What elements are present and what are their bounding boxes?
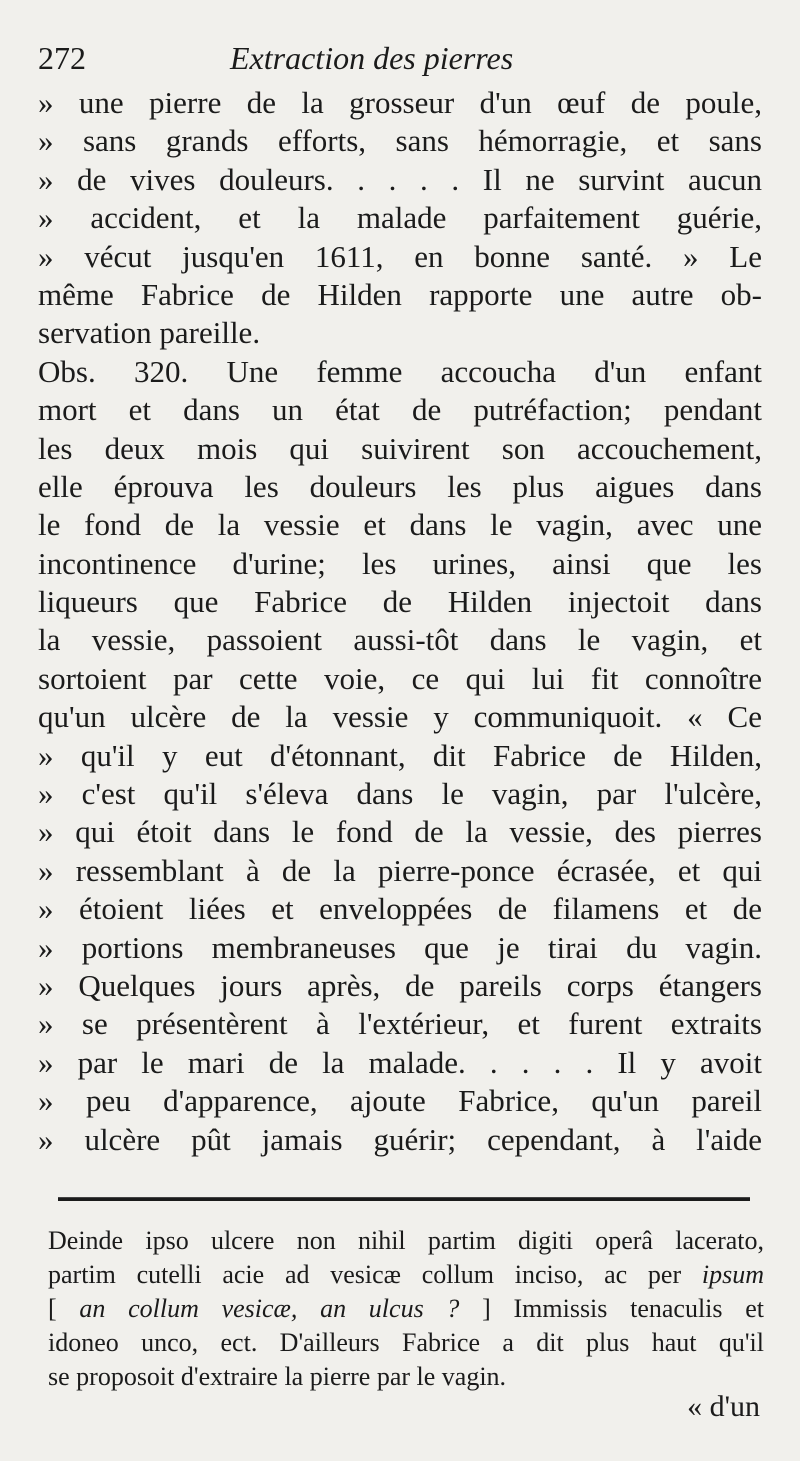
- footnote: [48, 1224, 764, 1394]
- footnote-rule: [58, 1197, 750, 1201]
- text-line: » de vives douleurs. . . . . Il ne survint aucun: [38, 161, 762, 197]
- text-line: » qui étoit dans le fond de la vessie, des pierres: [38, 814, 762, 850]
- text-line: Obs. 320. Une femme accoucha d'un enfant: [38, 353, 762, 389]
- footnote-text: partim cutelli acie ad vesicæ collum inciso, ac per: [48, 1260, 702, 1289]
- text-line: » c'est qu'il s'éleva dans le vagin, par l'ulcère,: [38, 776, 762, 812]
- text-line: » étoient liées et enveloppées de filamens et de: [38, 891, 762, 927]
- text-line: mort et dans un état de putréfaction; pendant: [38, 392, 762, 428]
- text-line: » ressemblant à de la pierre-ponce écrasée, et qui: [38, 852, 762, 888]
- footnote-bracket: [: [48, 1294, 57, 1323]
- footnote-italic: ipsum: [701, 1260, 764, 1289]
- text-line: sortoient par cette voie, ce qui lui fit connoître: [38, 660, 762, 696]
- page-header: [38, 40, 760, 84]
- text-line: » ulcère pût jamais guérir; cependant, à l'aide: [38, 1121, 762, 1157]
- text-line: même Fabrice de Hilden rapporte une autre ob-: [38, 276, 762, 312]
- text-line: » vécut jusqu'en 1611, en bonne santé. » Le: [38, 238, 762, 274]
- text-line: » portions membraneuses que je tirai du vagin.: [38, 929, 762, 965]
- text-line: » Quelques jours après, de pareils corps étangers: [38, 967, 762, 1003]
- catchword: « d'un: [687, 1390, 760, 1423]
- footnote-line: [48, 1292, 764, 1326]
- text-line: elle éprouva les douleurs les plus aigues dans: [38, 468, 762, 504]
- text-line: la vessie, passoient aussi-tôt dans le vagin, et: [38, 622, 762, 658]
- footnote-line: idoneo unco, ect. D'ailleurs Fabrice a dit plus haut qu'il: [48, 1328, 764, 1357]
- body-text: [38, 84, 762, 1159]
- text-line: liqueurs que Fabrice de Hilden injectoit dans: [38, 584, 762, 620]
- text-line: » une pierre de la grosseur d'un œuf de poule,: [38, 85, 762, 120]
- text-line: » par le mari de la malade. . . . . Il y avoit: [38, 1044, 762, 1080]
- footnote-italic: an collum vesicæ, an ulcus ?: [79, 1294, 460, 1323]
- footnote-line: Deinde ipso ulcere non nihil partim digiti operâ lacerato,: [48, 1226, 764, 1255]
- footnote-text: ] Immissis tenaculis et: [482, 1294, 764, 1323]
- text-line: qu'un ulcère de la vessie y communiquoit. « Ce: [38, 699, 762, 735]
- page-number: 272: [38, 40, 86, 76]
- text-line: servation pareille.: [38, 315, 261, 351]
- text-line: incontinence d'urine; les urines, ainsi que les: [38, 545, 762, 581]
- text-line: le fond de la vessie et dans le vagin, avec une: [38, 507, 762, 543]
- text-line: » peu d'apparence, ajoute Fabrice, qu'un pareil: [38, 1083, 762, 1119]
- footnote-line: [48, 1258, 764, 1292]
- text-line: » se présentèrent à l'extérieur, et furent extraits: [38, 1006, 762, 1042]
- text-line: » sans grands efforts, sans hémorragie, et sans: [38, 123, 762, 159]
- running-title: Extraction des pierres: [230, 40, 514, 76]
- text-line: les deux mois qui suivirent son accouchement,: [38, 430, 762, 466]
- footnote-line: se proposoit d'extraire la pierre par le vagin.: [48, 1362, 507, 1391]
- text-line: » accident, et la malade parfaitement guérie,: [38, 200, 762, 236]
- text-line: » qu'il y eut d'étonnant, dit Fabrice de Hilden,: [38, 737, 762, 773]
